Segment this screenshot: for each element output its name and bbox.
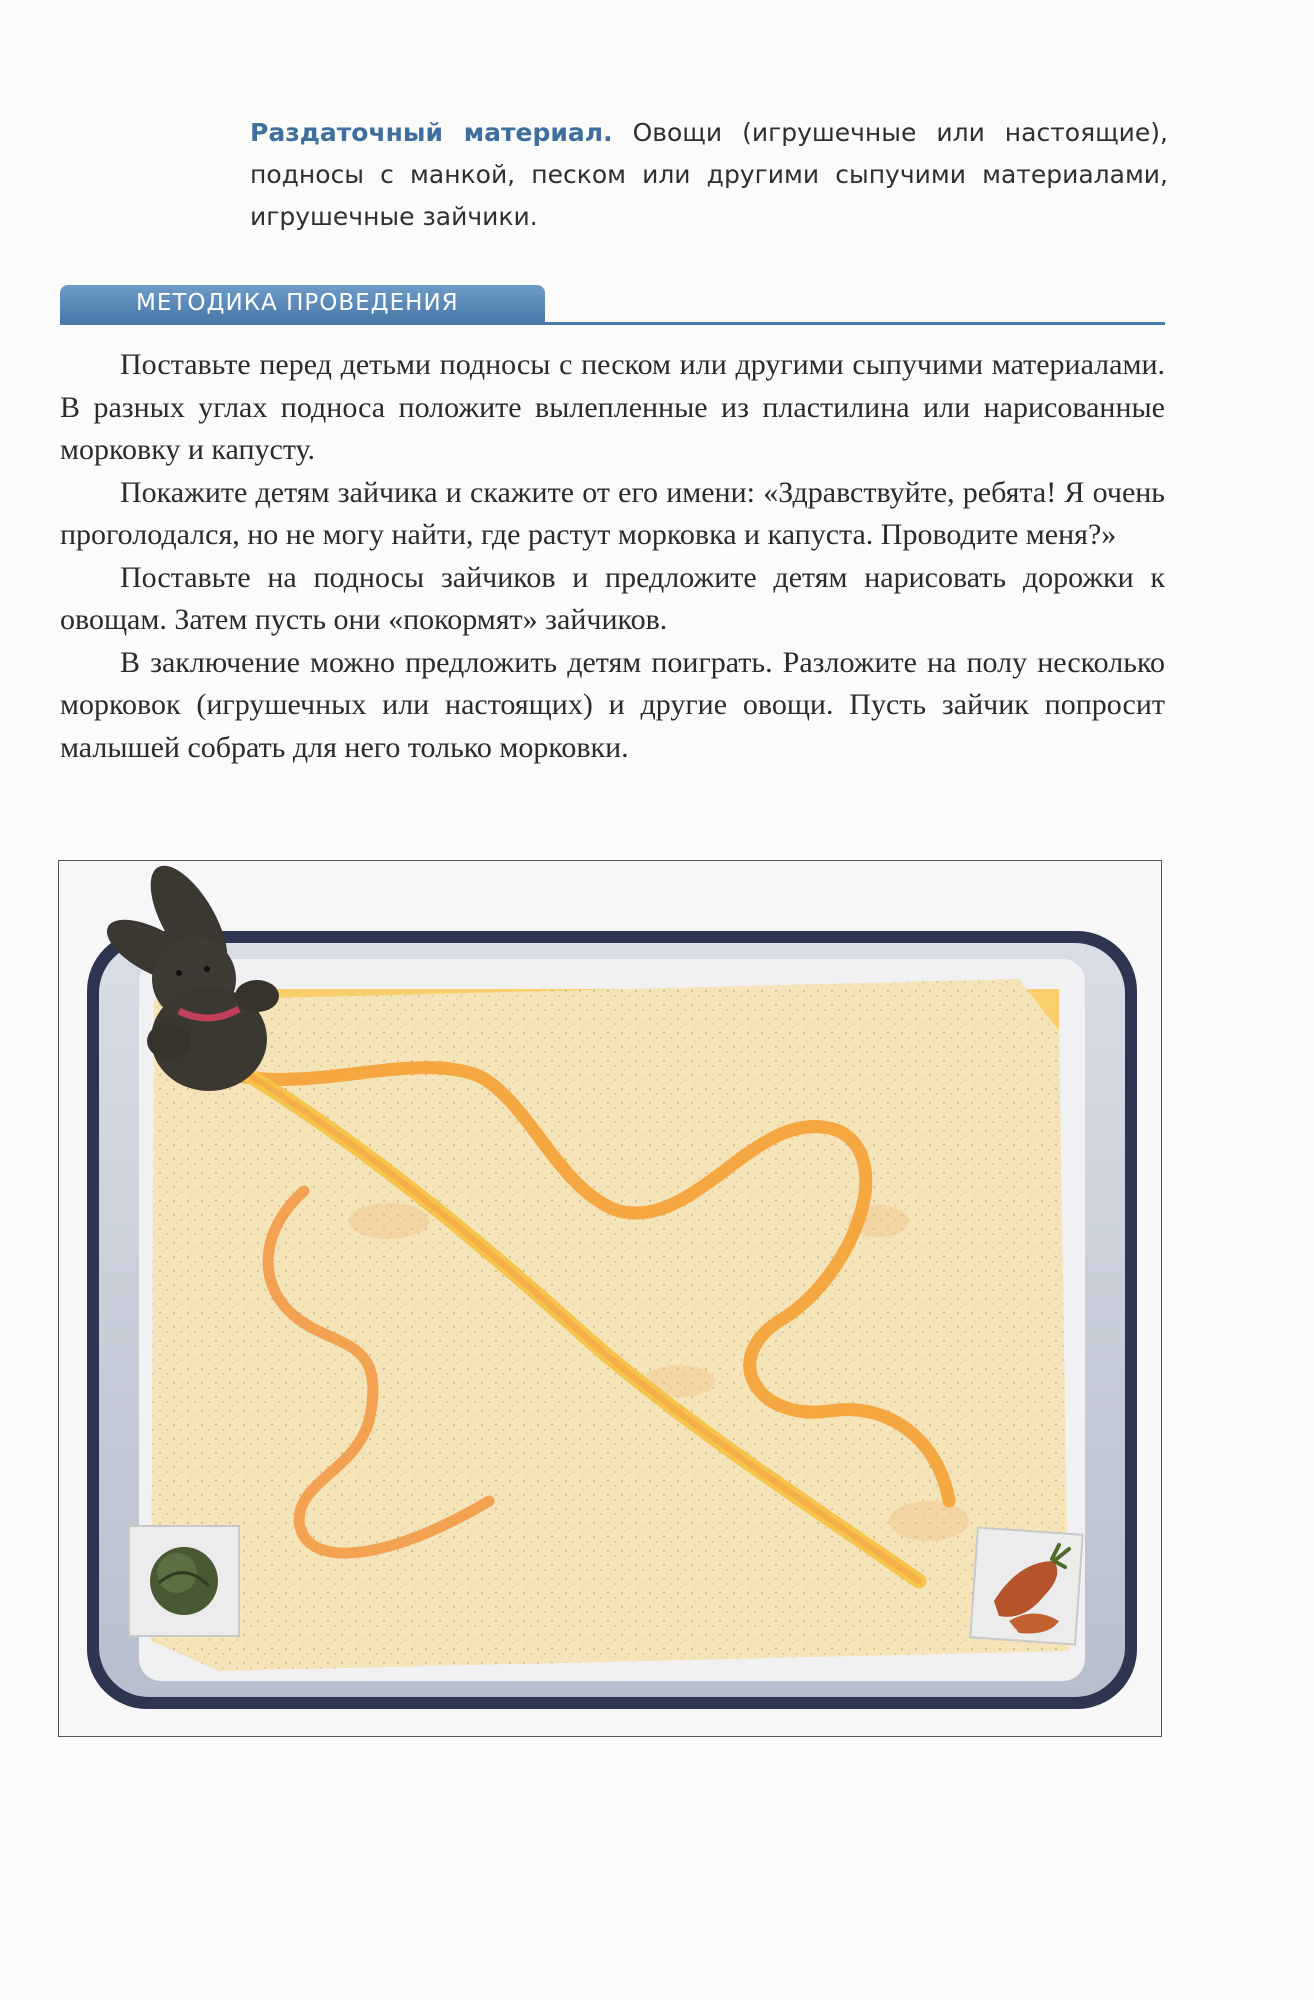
paragraph-4: В заключение можно предложить детям поиграть. Разложите на полу несколько морковок (игрушечных или настоящих) и другие овощи. Пусть зайчик попросит малышей собрать для него только морковки.: [60, 645, 1165, 764]
materials-text: Овощи (игрушечные или настоящие), подносы с манкой, песком или другими сыпучими материалами, игрушечные зайчики.: [250, 118, 1168, 231]
section-tab: [60, 285, 545, 322]
section-title: МЕТОДИКА ПРОВЕДЕНИЯ: [136, 290, 459, 316]
materials-label: Раздаточный материал.: [250, 118, 613, 147]
carrot-card: [970, 1528, 1082, 1645]
section-header: [60, 285, 1165, 325]
paragraph-3: Поставьте на подносы зайчиков и предложите детям нарисовать дорожки к овощам. Затем пусть они «покормят» зайчиков.: [60, 560, 1165, 636]
sand-tray-photo: [59, 861, 1160, 1735]
cabbage-card: [129, 1526, 239, 1636]
method-text: [60, 344, 1165, 769]
section-rule: [60, 322, 1165, 325]
illustration-photo: [58, 860, 1162, 1737]
paragraph-1: Поставьте перед детьми подносы с песком или другими сыпучими материалами. В разных углах подноса положите вылепленные из пластилина или нарисованные морковку и капусту.: [60, 348, 1165, 466]
paragraph-2: Покажите детям зайчика и скажите от его имени: «Здравствуйте, ребята! Я очень проголодался, но не могу найти, где растут морковка и капуста. Проводите меня?»: [60, 475, 1165, 551]
materials-paragraph: [250, 112, 1168, 238]
